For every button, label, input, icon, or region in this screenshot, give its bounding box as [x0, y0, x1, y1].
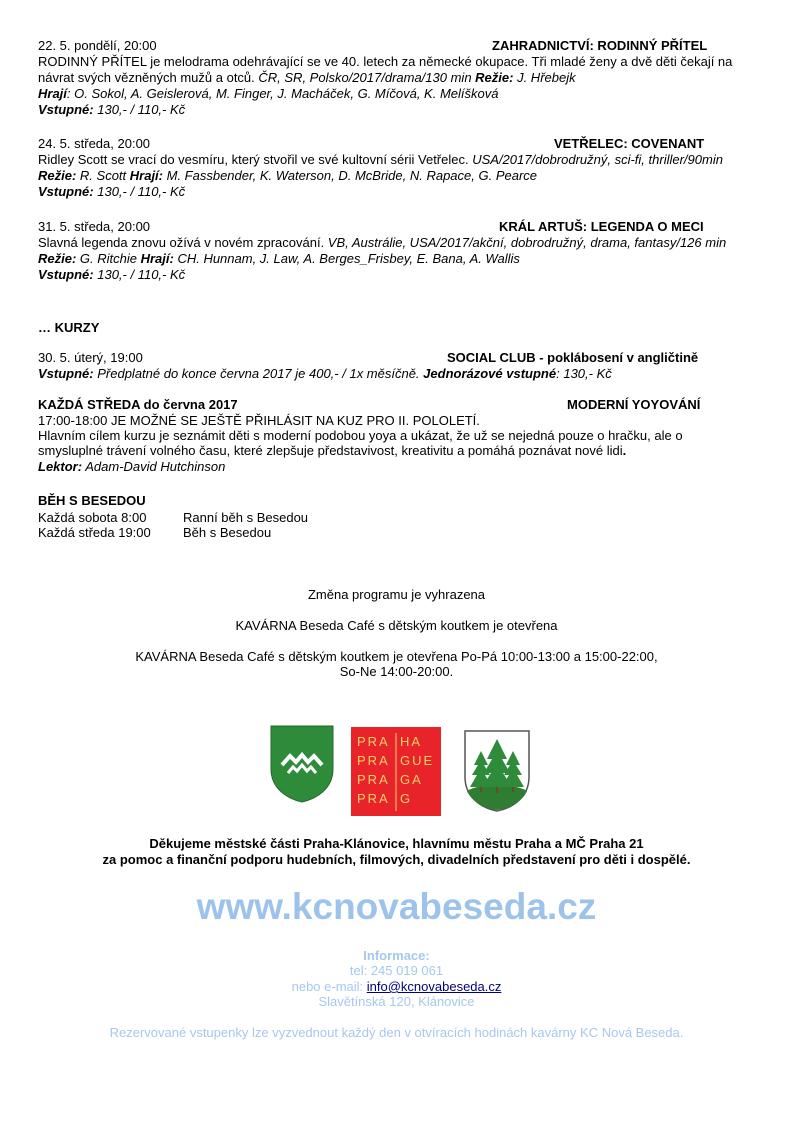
svg-text:PRA — [357, 734, 390, 749]
svg-text:GUE — [400, 753, 434, 768]
svg-text:PRA — [357, 772, 390, 787]
contact-phone: tel: 245 019 061 — [349, 963, 444, 978]
event-credits: Režie: R. Scott Hrají: M. Fassbender, K. Waterson, D. McBride, N. Rapace, G. Pearce — [38, 168, 538, 183]
event-description: RODINNÝ PŘÍTEL je melodrama odehrávající se ve 40. letech za německé okupace. Tři mladé ženy a dvě děti čekají na — [38, 54, 733, 69]
event-description-line2: návrat svých vězněných mužů a otců. ČR, SR, Polsko/2017/drama/130 min Režie: J. Hřebejk — [38, 70, 576, 85]
courses-heading: … KURZY — [38, 320, 100, 335]
event-price: Vstupné: 130,- / 110,- Kč — [38, 102, 186, 117]
email-link[interactable]: info@kcnovabeseda.cz — [366, 979, 502, 994]
course-title: MODERNÍ YOYOVÁNÍ — [567, 397, 701, 412]
contact-address: Slavětínská 120, Klánovice — [318, 994, 475, 1009]
course-line: Hlavním cílem kurzu je seznámit děti s moderní podobou yoya a ukázat, že už se nejedná pouze o hračku, ale o — [38, 428, 683, 443]
svg-text:HA — [400, 734, 422, 749]
course-datetime: 30. 5. úterý, 19:00 — [38, 350, 143, 365]
svg-text:G — [400, 791, 412, 806]
reservation-note: Rezervované vstupenky lze vyzvednout každý den v otvíracích hodinách kavárny KC Nová Beseda. — [109, 1025, 684, 1040]
event-credits: Režie: G. Ritchie Hrají: CH. Hunnam, J. Law, A. Berges_Frisbey, E. Bana, A. Wallis — [38, 251, 520, 266]
svg-text:PRA — [357, 753, 390, 768]
contact-email-line: nebo e-mail: info@kcnovabeseda.cz — [291, 979, 502, 994]
running-row: Každá sobota 8:00 Ranní běh s Besedou — [38, 510, 309, 525]
praha-logo-right: G — [400, 791, 413, 806]
course-schedule: KAŽDÁ STŘEDA do června 2017 — [38, 397, 238, 412]
program-change-note: Změna programu je vyhrazena — [307, 587, 486, 602]
contact-heading: Informace: — [363, 948, 430, 963]
event-price: Vstupné: 130,- / 110,- Kč — [38, 267, 186, 282]
running-heading: BĚH S BESEDOU — [38, 493, 146, 508]
event-title: ZAHRADNICTVÍ: RODINNÝ PŘÍTEL — [492, 38, 708, 53]
course-line: 17:00-18:00 JE MOŽNÉ SE JEŠTĚ PŘIHLÁSIT NA KUZ PRO II. POLOLETÍ. — [38, 413, 480, 428]
cafe-hours-weekend: So-Ne 14:00-20:00. — [339, 664, 454, 679]
praha-logo-right: HA — [400, 734, 423, 749]
praha-logo — [351, 727, 441, 816]
praha-logo-left: PRA — [357, 772, 390, 787]
course-line: smysluplné trávení volného času, které zlepšuje představivost, kreativitu a pomáhá poznávat nové lidi. — [38, 443, 627, 458]
event-title: KRÁL ARTUŠ: LEGENDA O MECI — [499, 219, 704, 234]
event-datetime: 24. 5. středa, 20:00 — [38, 136, 151, 151]
running-row: Každá středa 19:00 Běh s Besedou — [38, 525, 272, 540]
event-description: Ridley Scott se vrací do vesmíru, který stvořil ve své kultovní sérii Vetřelec. USA/2017/dobrodružný, sci-fi, thriller/90min — [38, 152, 723, 167]
event-price: Vstupné: 130,- / 110,- Kč — [38, 184, 186, 199]
thanks-line: za pomoc a finanční podporu hudebních, filmových, divadelních představení pro děti i dospělé. — [102, 852, 691, 867]
klanovice-coat-of-arms-logo — [270, 725, 334, 803]
course-lector: Lektor: Adam-David Hutchinson — [38, 459, 226, 474]
cafe-note: KAVÁRNA Beseda Café s dětským koutkem je otevřena — [235, 618, 558, 633]
cafe-hours: KAVÁRNA Beseda Café s dětským koutkem je otevřena Po-Pá 10:00-13:00 a 15:00-22:00, — [135, 649, 658, 664]
thanks-line: Děkujeme městské části Praha-Klánovice, hlavnímu městu Praha a MČ Praha 21 — [149, 836, 644, 851]
course-title: SOCIAL CLUB - poklábosení v angličtině — [447, 350, 699, 365]
event-datetime: 22. 5. pondělí, 20:00 — [38, 38, 157, 53]
event-title: VETŘELEC: COVENANT — [554, 136, 705, 151]
course-price: Vstupné: Předplatné do konce června 2017 je 400,- / 1x měsíčně. Jednorázové vstupné: 130,- Kč — [38, 366, 612, 381]
praha21-coat-of-arms-logo — [463, 729, 531, 813]
event-datetime: 31. 5. středa, 20:00 — [38, 219, 151, 234]
event-cast: Hrají: O. Sokol, A. Geislerová, M. Finger, J. Macháček, G. Míčová, K. Melíšková — [38, 86, 499, 101]
event-description: Slavná legenda znovu ožívá v novém zpracování. VB, Austrálie, USA/2017/akční, dobrodružný, drama, fantasy/126 min — [38, 235, 727, 250]
svg-text:GA — [400, 772, 423, 787]
praha-logo-right: GUE — [400, 753, 435, 768]
praha-logo-left: PRA — [357, 753, 390, 768]
svg-text:PRA — [357, 791, 390, 806]
praha-logo-left: PRA — [357, 734, 390, 749]
praha-logo-right: GA — [400, 772, 423, 787]
praha-logo-left: PRA — [357, 791, 390, 806]
website-link[interactable]: www.kcnovabeseda.cz — [196, 886, 597, 927]
